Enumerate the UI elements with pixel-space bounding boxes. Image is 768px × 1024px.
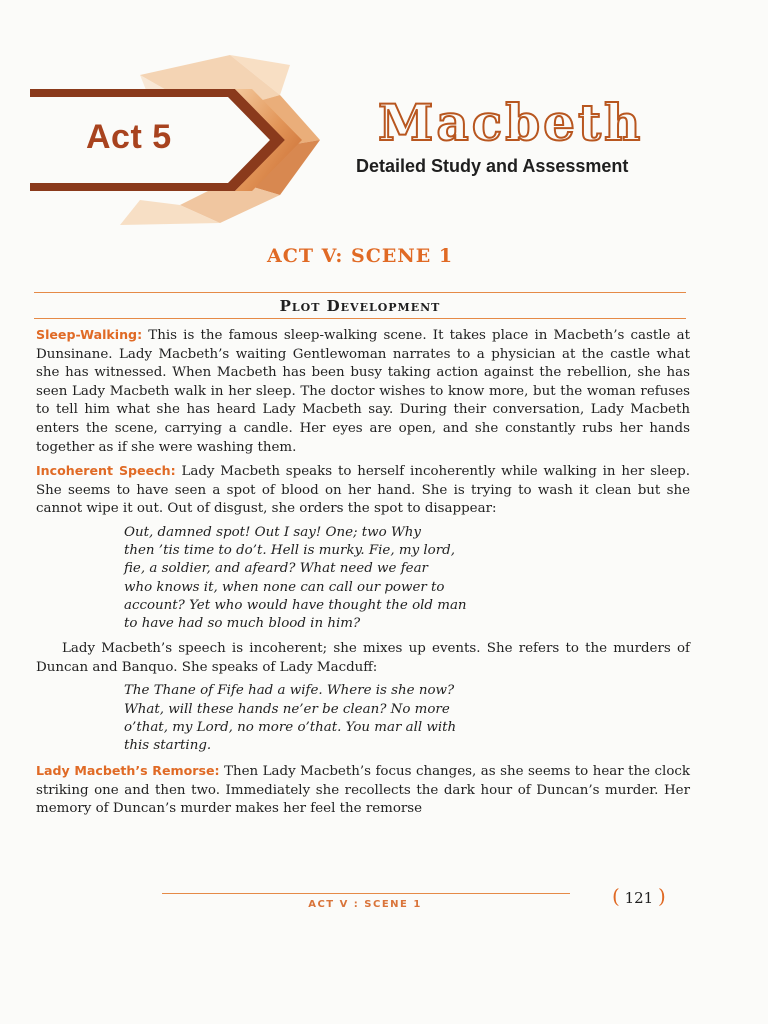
quote-block-2 (124, 682, 690, 755)
footer-divider (162, 893, 570, 894)
page-number-bracket-open: ( (612, 884, 620, 908)
term-remorse: Lady Macbeth’s Remorse: (36, 763, 220, 779)
quote-line: fie, a soldier, and afeard? What need we fear (124, 561, 428, 577)
divider-bottom (34, 318, 686, 319)
quote-line: then ’tis time to do’t. Hell is murky. Fie, my lord, (124, 543, 455, 559)
page-number-bracket-close: ) (658, 884, 666, 908)
chevron-banner-graphic (30, 55, 330, 225)
page-number-value: 121 (624, 889, 654, 907)
quote-line: this starting. (124, 737, 212, 753)
quote-line: Out, damned spot! Out I say! One; two Why (124, 524, 421, 540)
paragraph-text: This is the famous sleep-walking scene. It takes place in Macbeth’s castle at Dunsinane. Lady Macbeth’s waiting Gentlewoman narrates to a physician at the castle what she has witnessed. When Macbeth has been busy taking action against the rebellion, she has seen Lady Macbeth walk in her sleep. The doctor wishes to know more, but the woman refuses to tell him what she has heard Lady Macbeth say. During their conversation, Lady Macbeth enters the scene, carrying a candle. Her eyes are open, and she constantly rubs her hands together as if she were washing them. (36, 328, 690, 455)
book-title: Macbeth (378, 93, 644, 152)
divider-top (34, 292, 686, 293)
quote-line: The Thane of Fife had a wife. Where is she now? (124, 683, 455, 699)
quote-line: who knows it, when none can call our power to (124, 579, 445, 595)
scene-heading: ACT V: SCENE 1 (266, 245, 454, 267)
page-number (612, 884, 666, 908)
quote-line: o’that, my Lord, no more o’that. You mar all with (124, 719, 457, 735)
act-banner (30, 55, 330, 225)
paragraph-text: Lady Macbeth speaks to herself incoherently while walking in her sleep. She seems to have seen a spot of blood on her hand. She is trying to wash it clean but she cannot wipe it out. Out of disgust, she orders the spot to disappear: (36, 464, 690, 517)
body-text (36, 326, 690, 824)
paragraph-text: Then Lady Macbeth’s focus changes, as she seems to hear the clock striking one and then two. Immediately she recollects the dark hour of Duncan’s murder. Her memory of Duncan’s murder makes her feel the remorse (36, 764, 691, 817)
section-heading: Plot Development (279, 297, 441, 315)
quote-line: to have had so much blood in him? (124, 615, 361, 631)
act-label: Act 5 (86, 118, 172, 156)
quote-line: What, will these hands ne’er be clean? No more (124, 701, 450, 717)
term-sleep-walking: Sleep-Walking: (36, 327, 143, 342)
paragraph-remorse (36, 762, 690, 819)
quote-block-1 (124, 524, 690, 633)
quote-line: account? Yet who would have thought the old man (124, 597, 467, 613)
footer-running-title: ACT V : SCENE 1 (308, 899, 422, 910)
paragraph-incoherent-speech (36, 462, 690, 519)
term-incoherent-speech: Incoherent Speech: (36, 463, 176, 479)
paragraph-speech-analysis: Lady Macbeth’s speech is incoherent; she mixes up events. She refers to the murders of Duncan and Banquo. She speaks of Lady Macduff: (36, 641, 690, 675)
paragraph-sleep-walking (36, 326, 690, 457)
book-subtitle: Detailed Study and Assessment (356, 156, 629, 176)
